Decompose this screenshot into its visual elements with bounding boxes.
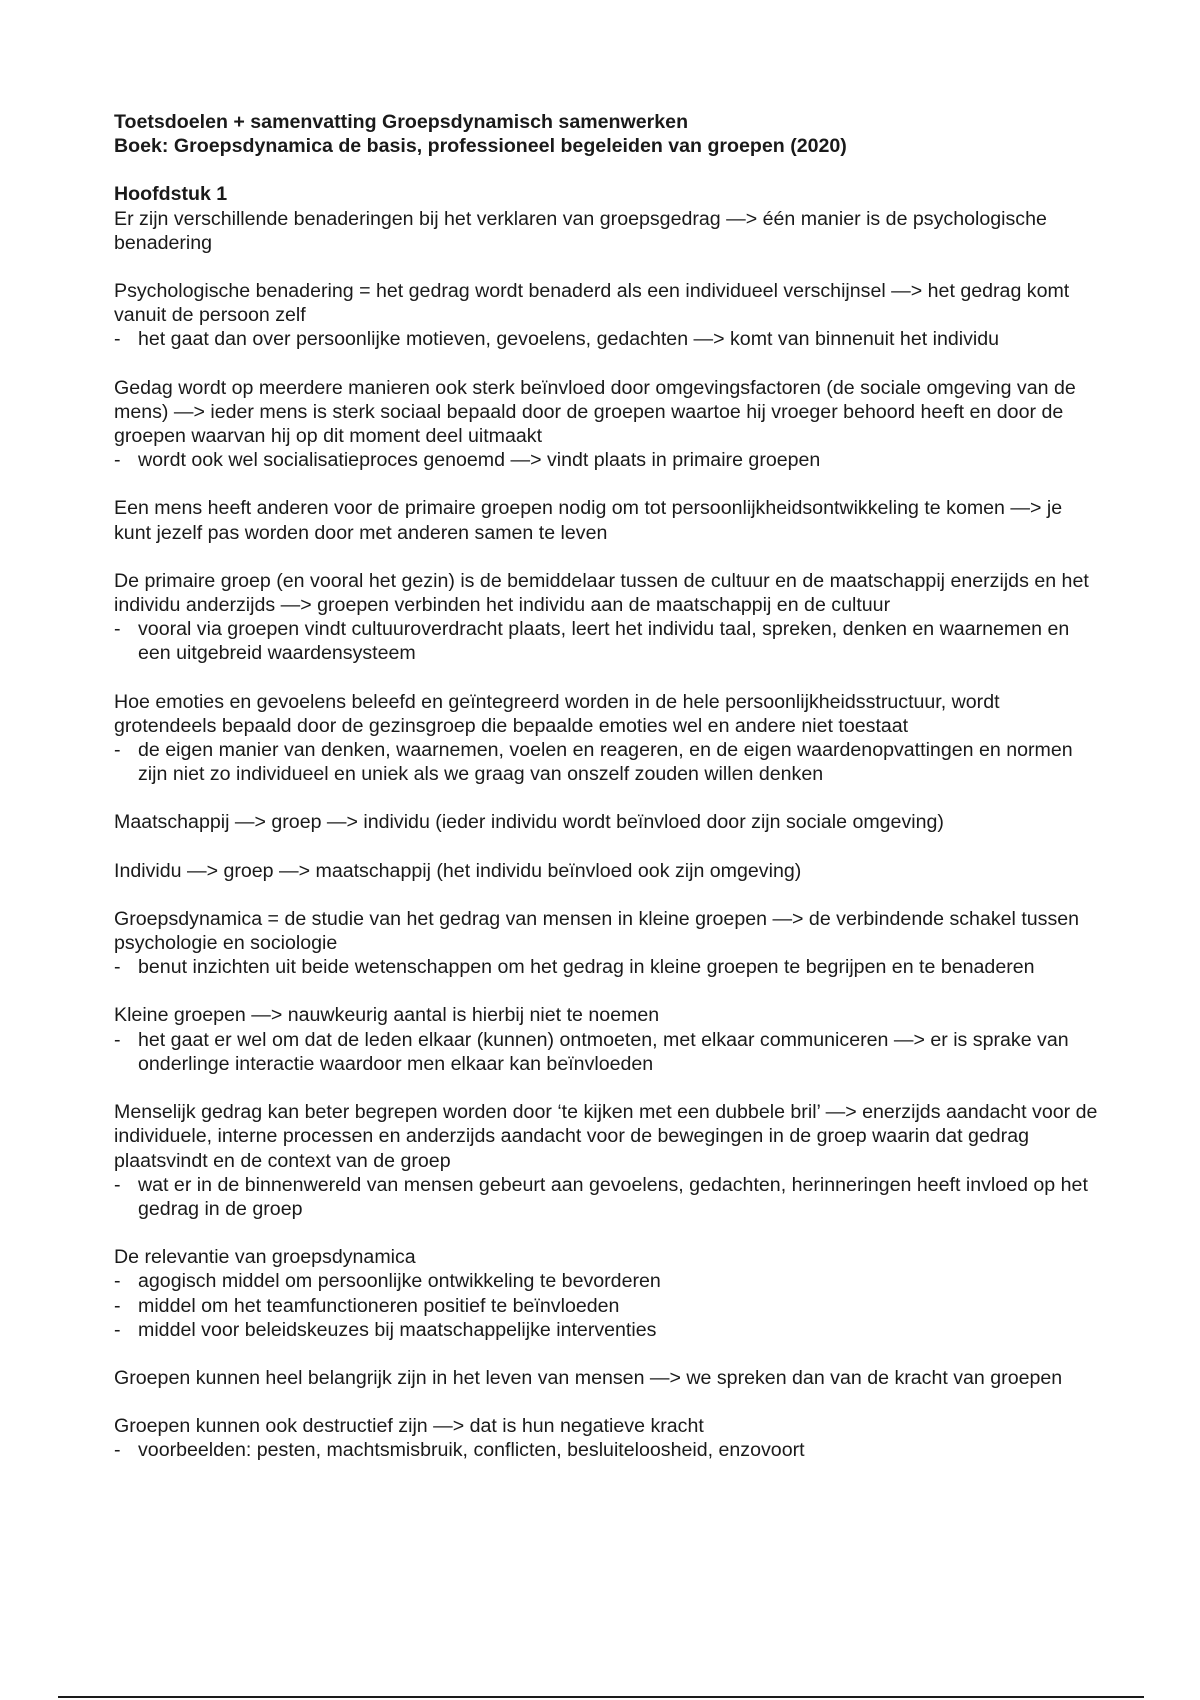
section-block: [114, 1414, 1104, 1462]
section-block: [114, 1245, 1104, 1342]
paragraph: Er zijn verschillende benaderingen bij het verklaren van groepsgedrag —> één manier is de psychologische benadering: [114, 207, 1047, 254]
section-block: [114, 1003, 1104, 1076]
paragraph: Psychologische benadering = het gedrag wordt benaderd als een individueel verschijnsel —> het gedrag komt vanuit de persoon zelf: [114, 280, 1070, 327]
paragraph: Individu —> groep —> maatschappij (het individu beïnvloed ook zijn omgeving): [114, 859, 802, 882]
section-block: [114, 496, 1104, 544]
bullet-list: [114, 617, 1104, 665]
bullet-list: [114, 448, 1104, 472]
chapter-block: [114, 182, 1104, 255]
bullet-item: - middel om het teamfunctioneren positief te beïnvloeden: [114, 1294, 1104, 1318]
section-block: [114, 690, 1104, 787]
sections-container: [114, 279, 1104, 1463]
bullet-item: - het gaat er wel om dat de leden elkaar (kunnen) ontmoeten, met elkaar communiceren —> er is sprake van onderlinge interactie waardoor men elkaar kan beïnvloeden: [114, 1028, 1104, 1076]
paragraph: Groepen kunnen ook destructief zijn —> dat is hun negatieve kracht: [114, 1415, 704, 1438]
bullet-list: [114, 738, 1104, 786]
section-block: [114, 569, 1104, 666]
section-block: [114, 1366, 1104, 1390]
section-block: [114, 907, 1104, 980]
paragraph: De relevantie van groepsdynamica: [114, 1246, 416, 1269]
bullet-item: - agogisch middel om persoonlijke ontwikkeling te bevorderen: [114, 1269, 1104, 1293]
paragraph: Maatschappij —> groep —> individu (ieder individu wordt beïnvloed door zijn sociale omgeving): [114, 811, 944, 834]
bullet-item: - het gaat dan over persoonlijke motieven, gevoelens, gedachten —> komt van binnenuit het individu: [114, 327, 1104, 351]
section-block: [114, 810, 1104, 834]
paragraph: Een mens heeft anderen voor de primaire groepen nodig om tot persoonlijkheidsontwikkeling te komen —> je kunt jezelf pas worden door met anderen samen te leven: [114, 497, 1063, 544]
section-block: [114, 859, 1104, 883]
bullet-item: - de eigen manier van denken, waarnemen, voelen en reageren, en de eigen waardenopvattingen en normen zijn niet zo individueel en uniek als we graag van onszelf zouden willen denken: [114, 738, 1104, 786]
document-page: [114, 110, 1104, 1487]
paragraph: Menselijk gedrag kan beter begrepen worden door ‘te kijken met een dubbele bril’ —> enerzijds aandacht voor de individuele, interne processen en anderzijds aandacht voor de bewegingen in de groep waarin dat gedrag plaatsvindt en de context van de groep: [114, 1101, 1098, 1172]
section-block: [114, 279, 1104, 352]
bullet-item: - wordt ook wel socialisatieproces genoemd —> vindt plaats in primaire groepen: [114, 448, 1104, 472]
footer-divider: [58, 1696, 1144, 1698]
paragraph: Hoe emoties en gevoelens beleefd en geïntegreerd worden in de hele persoonlijkheidsstructuur, wordt grotendeels bepaald door de gezinsgroep die bepaalde emoties wel en andere niet toestaat: [114, 690, 1000, 737]
bullet-list: [114, 1438, 1104, 1462]
paragraph: Gedag wordt op meerdere manieren ook sterk beïnvloed door omgevingsfactoren (de sociale omgeving van de mens) —> ieder mens is sterk sociaal bepaald door de groepen waartoe hij vroeger behoord heeft en door de groepen waarvan hij op dit moment deel uitmaakt: [114, 376, 1076, 448]
bullet-item: - voorbeelden: pesten, machtsmisbruik, conflicten, besluiteloosheid, enzovoort: [114, 1438, 1104, 1462]
bullet-list: [114, 1269, 1104, 1342]
bullet-list: [114, 327, 1104, 351]
bullet-list: [114, 1173, 1104, 1221]
paragraph: Groepsdynamica = de studie van het gedrag van mensen in kleine groepen —> de verbindende schakel tussen psychologie en sociologie: [114, 907, 1080, 955]
chapter-heading: Hoofdstuk 1: [114, 183, 228, 206]
bullet-item: - vooral via groepen vindt cultuuroverdracht plaats, leert het individu taal, spreken, denken en waarnemen en een uitgebreid waardensysteem: [114, 617, 1104, 665]
paragraph: Groepen kunnen heel belangrijk zijn in het leven van mensen —> we spreken dan van de kracht van groepen: [114, 1366, 1063, 1389]
paragraph: Kleine groepen —> nauwkeurig aantal is hierbij niet te noemen: [114, 1004, 660, 1027]
bullet-list: [114, 1028, 1104, 1076]
section-block: [114, 376, 1104, 473]
bullet-item: - wat er in de binnenwereld van mensen gebeurt aan gevoelens, gedachten, herinneringen heeft invloed op het gedrag in de groep: [114, 1173, 1104, 1221]
bullet-item: - benut inzichten uit beide wetenschappen om het gedrag in kleine groepen te begrijpen en te benaderen: [114, 955, 1104, 979]
book-reference: Boek: Groepsdynamica de basis, professioneel begeleiden van groepen (2020): [114, 135, 847, 158]
bullet-list: [114, 955, 1104, 979]
section-block: [114, 1100, 1104, 1221]
paragraph: De primaire groep (en vooral het gezin) is de bemiddelaar tussen de cultuur en de maatschappij enerzijds en het individu anderzijds —> groepen verbinden het individu aan de maatschappij en de cultuur: [114, 569, 1089, 617]
bullet-item: - middel voor beleidskeuzes bij maatschappelijke interventies: [114, 1318, 1104, 1342]
document-title: Toetsdoelen + samenvatting Groepsdynamisch samenwerken: [114, 111, 689, 133]
